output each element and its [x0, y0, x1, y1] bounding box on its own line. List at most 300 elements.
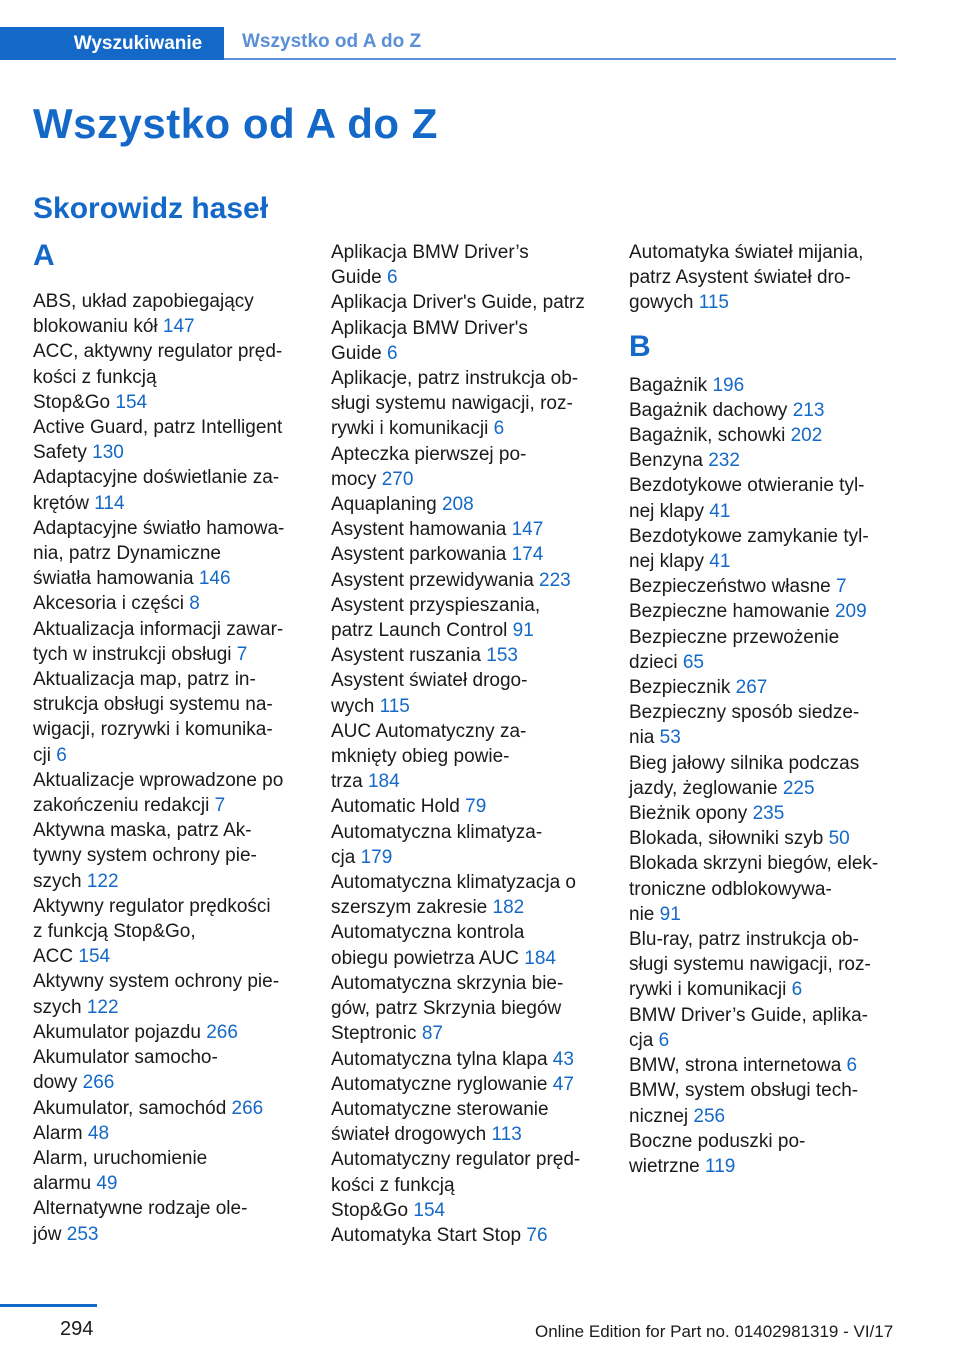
- index-entry-text: [331, 517, 603, 542]
- index-entry-text: nej klapy: [629, 500, 710, 522]
- page-reference-link[interactable]: 232: [708, 450, 740, 472]
- page-reference-link[interactable]: 91: [659, 903, 681, 925]
- page-reference-link[interactable]: 7: [836, 576, 847, 598]
- index-entry-text: Bezdotykowe zamykanie tyl‐: [629, 525, 869, 547]
- index-entry: [331, 593, 603, 643]
- index-entry: [331, 1223, 603, 1248]
- index-entry: [33, 1196, 305, 1246]
- index-entry: [331, 542, 603, 567]
- index-entry-text: dowy: [33, 1072, 83, 1094]
- index-entry-text: kości z funkcją: [331, 1174, 455, 1196]
- index-entry-text: [331, 1122, 603, 1147]
- page-reference-link[interactable]: 115: [698, 292, 729, 314]
- index-entry-text: [331, 618, 603, 643]
- index-entries: [629, 240, 901, 316]
- page-reference-link[interactable]: 122: [86, 996, 119, 1018]
- index-entry-text: dzieci: [629, 651, 683, 673]
- page-reference-link[interactable]: 6: [658, 1029, 670, 1051]
- index-entry: [629, 700, 901, 750]
- index-entry-text: Akcesoria i części: [33, 593, 190, 615]
- index-entry-text: [33, 1096, 305, 1121]
- page-reference-link[interactable]: 53: [659, 727, 681, 749]
- index-entry-text: [331, 895, 603, 920]
- index-entry-text: BMW Driver’s Guide, aplika‐: [629, 1004, 868, 1026]
- page-reference-link[interactable]: 256: [693, 1105, 726, 1127]
- index-entry: [33, 969, 305, 1019]
- index-entry: [629, 373, 901, 398]
- index-entry: [331, 1147, 603, 1223]
- index-entry-text: [33, 995, 305, 1020]
- index-entry-text: BMW, system obsługi tech‐: [629, 1080, 859, 1102]
- index-entry-text: [331, 643, 603, 668]
- index-entry-text: [629, 826, 901, 851]
- index-entry-text: [629, 599, 901, 624]
- index-entry: [629, 448, 901, 473]
- index-entry-text: [331, 1198, 603, 1223]
- page-reference-link[interactable]: 79: [465, 796, 487, 818]
- index-entry-text: [331, 416, 603, 441]
- index-entry-text: [33, 1222, 305, 1247]
- index-entry-text: Automatyczna kontrola: [331, 922, 525, 944]
- index-entry-text: rywki i komunikacji: [629, 979, 792, 1001]
- index-entry: [33, 1096, 305, 1121]
- page-reference-link[interactable]: 91: [512, 620, 534, 642]
- index-entry-text: Benzyna: [629, 450, 709, 472]
- index-entry-text: jów: [33, 1223, 67, 1245]
- page-reference-link[interactable]: 213: [792, 399, 825, 421]
- index-entry-text: Bezpieczne przewożenie: [629, 626, 840, 648]
- index-entry-text: Adaptacyjne światło hamowa‐: [33, 517, 285, 539]
- tab-wyszukiwanie[interactable]: Wyszukiwanie: [0, 27, 224, 60]
- index-entry-text: ABS, układ zapobiegający: [33, 291, 254, 312]
- index-entry-text: Aktualizacja map, patrz in‐: [33, 669, 256, 691]
- index-entry-text: [629, 902, 901, 927]
- index-entry-text: [629, 1154, 901, 1179]
- index-entry-text: [331, 492, 603, 517]
- index-entry: [629, 524, 901, 574]
- page-reference-link[interactable]: 119: [705, 1155, 736, 1177]
- index-entry-text: Bezdotykowe otwieranie tyl‐: [629, 475, 865, 497]
- index-entry-text: cja: [629, 1029, 659, 1051]
- index-entry-text: Aktywny system ochrony pie‐: [33, 971, 280, 993]
- index-entry: [629, 423, 901, 448]
- index-entry: [331, 794, 603, 819]
- index-entry-text: [629, 373, 901, 398]
- index-entry-text: z funkcją Stop&Go,: [33, 921, 196, 943]
- index-entry-text: Bezpieczne hamowanie: [629, 601, 835, 623]
- index-entry: [331, 492, 603, 517]
- index-entry-text: [629, 977, 901, 1002]
- page-reference-link[interactable]: 115: [379, 695, 410, 717]
- index-entry-text: [629, 423, 901, 448]
- index-column-2: [331, 240, 603, 1248]
- index-entry-text: [629, 574, 901, 599]
- page-reference-link[interactable]: 43: [552, 1048, 574, 1070]
- index-entry-text: strukcja obsługi systemu na‐: [33, 694, 273, 716]
- index-entry-text: wietrzne: [629, 1155, 706, 1177]
- index-entry-text: [33, 591, 305, 616]
- page-reference-link[interactable]: 184: [367, 771, 400, 793]
- page-reference-link[interactable]: 253: [66, 1223, 99, 1245]
- index-entry-text: Guide: [331, 342, 387, 364]
- index-entry: [331, 668, 603, 718]
- header-tabbar: [0, 27, 896, 60]
- index-entry: [33, 516, 305, 592]
- index-entry-text: [33, 314, 305, 339]
- index-entry: [331, 719, 603, 795]
- index-entry-text: [331, 845, 603, 870]
- page-reference-link[interactable]: 147: [162, 316, 195, 338]
- index-entry-text: szerszym zakresie: [331, 897, 493, 919]
- index-entry-text: mocy: [331, 468, 382, 490]
- page-reference-link[interactable]: 130: [92, 442, 124, 464]
- index-entry-text: Automatyczna tylna klapa: [331, 1048, 553, 1070]
- page-reference-link[interactable]: 65: [682, 651, 704, 673]
- index-entry-text: [33, 1070, 305, 1095]
- index-entry-text: [629, 801, 901, 826]
- index-entry: [331, 290, 603, 366]
- index-entry: [33, 667, 305, 768]
- page-title: Wszystko od A do Z: [33, 100, 438, 147]
- page-reference-link[interactable]: 147: [511, 519, 544, 541]
- page-reference-link[interactable]: 8: [189, 593, 200, 615]
- index-entry-text: [331, 769, 603, 794]
- index-entry: [33, 1045, 305, 1095]
- index-entry-text: [33, 793, 305, 818]
- index-entry: [331, 517, 603, 542]
- index-entry-text: [331, 568, 603, 593]
- index-entry-text: Apteczka pierwszej po‐: [331, 443, 527, 465]
- index-entry-text: BMW, strona internetowa: [629, 1055, 847, 1077]
- section-title: Skorowidz haseł: [33, 192, 269, 225]
- index-entry: [33, 465, 305, 515]
- index-entry: [33, 289, 305, 339]
- index-entry-text: szych: [33, 996, 87, 1018]
- index-entry-text: [33, 440, 305, 465]
- index-entry-text: krętów: [33, 492, 95, 514]
- index-entry-text: [629, 448, 901, 473]
- index-entry: [33, 339, 305, 415]
- index-entry-text: Safety: [33, 442, 93, 464]
- index-entries: [331, 240, 603, 1248]
- page-reference-link[interactable]: 6: [846, 1055, 858, 1077]
- index-entries: [629, 373, 901, 1180]
- index-entry-text: Automatyczne sterowanie: [331, 1098, 549, 1120]
- index-entry: [33, 1121, 305, 1146]
- index-entry-text: [629, 1053, 901, 1078]
- page-reference-link[interactable]: 6: [386, 342, 398, 364]
- index-entry: [629, 1003, 901, 1053]
- index-entry-text: Aktualizacje wprowadzone po: [33, 769, 284, 791]
- index-entry-text: patrz Launch Control: [331, 620, 513, 642]
- tab-wszystko-od-a-do-z[interactable]: Wszystko od A do Z: [242, 31, 422, 52]
- index-entry: [331, 366, 603, 442]
- index-entry-text: Asystent ruszania: [331, 645, 487, 667]
- index-entry-text: Blu-ray, patrz instrukcja ob‐: [629, 929, 859, 951]
- index-entry: [629, 240, 901, 316]
- index-entry-text: Aquaplaning: [331, 494, 442, 516]
- page-reference-link[interactable]: 209: [834, 601, 867, 623]
- index-entry-text: nie: [629, 903, 660, 925]
- index-entry-text: szych: [33, 870, 87, 892]
- index-entry-text: [331, 265, 603, 290]
- index-entry-text: [33, 642, 305, 667]
- index-entry-text: Stop&Go: [331, 1199, 414, 1221]
- page-reference-link[interactable]: 154: [115, 391, 148, 413]
- index-entry-text: Bagażnik dachowy: [629, 399, 793, 421]
- index-entry-text: nicznej: [629, 1105, 694, 1127]
- index-column-1: [33, 240, 305, 1247]
- index-entry-text: Asystent przyspieszania,: [331, 594, 541, 616]
- page-reference-link[interactable]: 6: [791, 979, 803, 1001]
- index-entry-text: Aplikacja BMW Driver's: [331, 317, 528, 339]
- index-entry: [331, 971, 603, 1047]
- page-reference-link[interactable]: 153: [486, 645, 518, 667]
- index-entry-text: Boczne poduszki po‐: [629, 1130, 806, 1152]
- index-entry-text: Aktualizacja informacji zawar‐: [33, 618, 284, 640]
- index-entry: [33, 1020, 305, 1045]
- page-reference-link[interactable]: 267: [735, 677, 768, 699]
- index-entry-text: [331, 946, 603, 971]
- page-reference-link[interactable]: 235: [752, 803, 785, 825]
- index-entry-text: Alternatywne rodzaje ole‐: [33, 1198, 248, 1220]
- index-entry-text: troniczne odblokowywa‐: [629, 878, 832, 900]
- page-reference-link[interactable]: 41: [709, 551, 731, 573]
- index-entry-text: sługi systemu nawigacji, roz‐: [629, 954, 871, 976]
- index-entry-text: Automatyczna klimatyzacja o: [331, 872, 576, 894]
- index-entry: [33, 1146, 305, 1196]
- index-entry-text: Bezpieczny sposób siedze‐: [629, 702, 860, 724]
- index-entry-text: światła hamowania: [33, 568, 199, 590]
- page-reference-link[interactable]: 266: [206, 1021, 238, 1043]
- index-entry: [331, 1047, 603, 1072]
- index-entry: [629, 398, 901, 423]
- index-entry-text: [629, 398, 901, 423]
- page-reference-link[interactable]: 184: [524, 947, 556, 969]
- index-entry-text: Automatyka świateł mijania,: [629, 242, 864, 263]
- index-entry: [629, 675, 901, 700]
- index-entry-text: Automatic Hold: [331, 796, 466, 818]
- index-entry-text: wych: [331, 695, 380, 717]
- index-entry-text: [33, 491, 305, 516]
- index-entry-text: Automatyczne ryglowanie: [331, 1073, 553, 1095]
- index-entry-text: Aplikacja BMW Driver’s: [331, 242, 529, 263]
- index-entry: [331, 1097, 603, 1147]
- index-entry-text: [331, 467, 603, 492]
- index-entry: [629, 1053, 901, 1078]
- page-reference-link[interactable]: 41: [709, 500, 731, 522]
- index-entry-text: Akumulator, samochód: [33, 1097, 232, 1119]
- index-entry-text: [629, 675, 901, 700]
- index-entry-text: alarmu: [33, 1173, 97, 1195]
- index-entry-text: gów, patrz Skrzynia biegów: [331, 998, 562, 1020]
- index-entry-text: tywny system ochrony pie‐: [33, 845, 257, 867]
- index-entry-text: wigacji, rozrywki i komunika‐: [33, 719, 273, 741]
- index-entry-text: Akumulator pojazdu: [33, 1021, 207, 1043]
- index-entry: [331, 1072, 603, 1097]
- index-entry-text: Bezpiecznik: [629, 677, 736, 699]
- index-entry-text: cja: [331, 846, 361, 868]
- index-entry-text: Asystent hamowania: [331, 519, 512, 541]
- index-entry-text: gowych: [629, 292, 699, 314]
- index-entry-text: Bagażnik: [629, 374, 713, 396]
- page-number: 294: [60, 1318, 94, 1340]
- page-reference-link[interactable]: 182: [492, 897, 525, 919]
- index-entry-text: [33, 1121, 305, 1146]
- index-entry-text: kości z funkcją: [33, 366, 157, 388]
- index-entry-text: [331, 1072, 603, 1097]
- index-entry-text: Alarm: [33, 1122, 88, 1144]
- page-reference-link[interactable]: 266: [82, 1072, 115, 1094]
- index-entry-text: Steptronic: [331, 1023, 422, 1045]
- index-entry: [331, 920, 603, 970]
- index-entry-text: Active Guard, patrz Intelligent: [33, 417, 283, 439]
- index-entry-text: Asystent parkowania: [331, 544, 512, 566]
- index-entry: [629, 826, 901, 851]
- index-entry-text: Alarm, uruchomienie: [33, 1147, 208, 1169]
- index-entry-text: [629, 549, 901, 574]
- index-entry-text: patrz Asystent świateł dro‐: [629, 267, 851, 289]
- index-entry-text: [33, 944, 305, 969]
- page-reference-link[interactable]: 6: [56, 744, 67, 766]
- page-reference-link[interactable]: 223: [539, 569, 571, 591]
- index-entry-text: [629, 1104, 901, 1129]
- index-entry-text: Aktywny regulator prędkości: [33, 895, 271, 917]
- index-entry: [629, 801, 901, 826]
- footer-rule: [0, 1304, 97, 1307]
- page-reference-link[interactable]: 266: [231, 1097, 264, 1119]
- index-entry-text: Aktywna maska, patrz Ak‐: [33, 820, 252, 842]
- index-entry-text: [33, 1171, 305, 1196]
- letter-heading-b: B: [629, 329, 651, 363]
- page-reference-link[interactable]: 6: [386, 267, 398, 289]
- index-entry-text: obiegu powietrza AUC: [331, 947, 525, 969]
- index-entry-text: Adaptacyjne doświetlanie za‐: [33, 467, 280, 489]
- index-entry-text: [331, 341, 603, 366]
- page-reference-link[interactable]: 50: [828, 828, 850, 850]
- page-reference-link[interactable]: 7: [214, 795, 226, 817]
- index-entry-text: [33, 869, 305, 894]
- index-entry: [331, 643, 603, 668]
- index-entry: [629, 574, 901, 599]
- index-entry-text: [331, 694, 603, 719]
- page-reference-link[interactable]: 87: [421, 1023, 443, 1045]
- index-entry: [629, 473, 901, 523]
- index-entry: [629, 1078, 901, 1128]
- page-reference-link[interactable]: 113: [491, 1124, 522, 1146]
- letter-heading-a: A: [33, 239, 55, 272]
- page-reference-link[interactable]: 146: [198, 568, 231, 590]
- index-entry-text: Akumulator samocho‐: [33, 1047, 218, 1069]
- page-reference-link[interactable]: 6: [493, 418, 505, 440]
- index-entry-text: Asystent przewidywania: [331, 569, 540, 591]
- index-entry-text: blokowaniu kół: [33, 316, 163, 338]
- index-entry: [629, 851, 901, 927]
- index-entry-text: [33, 566, 305, 591]
- index-entry-text: trza: [331, 771, 368, 793]
- index-entry-text: nej klapy: [629, 551, 710, 573]
- page-reference-link[interactable]: 47: [552, 1073, 574, 1095]
- page-reference-link[interactable]: 122: [86, 870, 119, 892]
- index-entry-text: [629, 725, 901, 750]
- index-entry-text: AUC Automatyczny za‐: [331, 720, 527, 742]
- index-entry: [629, 1129, 901, 1179]
- index-entry-text: Automatyczna klimatyza‐: [331, 821, 543, 843]
- index-entry-text: Guide: [331, 267, 387, 289]
- page-reference-link[interactable]: 7: [236, 643, 248, 665]
- index-entry-text: mknięty obieg powie‐: [331, 746, 510, 768]
- index-entry-text: rywki i komunikacji: [331, 418, 494, 440]
- index-entry: [629, 599, 901, 624]
- page-reference-link[interactable]: 208: [441, 494, 474, 516]
- index-entry-text: Aplikacja Driver's Guide, patrz: [331, 292, 585, 314]
- index-entry: [33, 818, 305, 894]
- index-entry: [331, 820, 603, 870]
- index-entry-text: nia, patrz Dynamiczne: [33, 543, 221, 565]
- index-entry-text: nia: [629, 727, 660, 749]
- index-entry-text: Aplikacje, patrz instrukcja ob‐: [331, 368, 579, 390]
- index-entry-text: [331, 1021, 603, 1046]
- index-entry-text: Blokada skrzyni biegów, elek‐: [629, 853, 879, 875]
- index-entry: [33, 617, 305, 667]
- page-reference-link[interactable]: 179: [360, 846, 393, 868]
- index-entry-text: Bieżnik opony: [629, 803, 753, 825]
- page-reference-link[interactable]: 225: [782, 777, 815, 799]
- index-entry: [629, 927, 901, 1003]
- page-reference-link[interactable]: 202: [790, 425, 823, 447]
- index-entry-text: zakończeniu redakcji: [33, 795, 215, 817]
- index-entry-text: Bieg jałowy silnika podczas: [629, 752, 860, 774]
- index-entry-text: [629, 776, 901, 801]
- page-reference-link[interactable]: 76: [526, 1224, 548, 1246]
- index-entry-text: [331, 794, 603, 819]
- index-entry-text: Bezpieczeństwo własne: [629, 576, 836, 598]
- page-reference-link[interactable]: 154: [413, 1199, 446, 1221]
- page-reference-link[interactable]: 114: [94, 492, 125, 514]
- index-entry-text: Automatyka Start Stop: [331, 1224, 527, 1246]
- index-entry-text: [629, 650, 901, 675]
- index-entry: [33, 894, 305, 970]
- index-entry: [33, 415, 305, 465]
- index-entry-text: [629, 499, 901, 524]
- page-reference-link[interactable]: 49: [96, 1173, 118, 1195]
- index-entry-text: [33, 743, 305, 768]
- index-entry: [33, 591, 305, 616]
- index-entry-text: Asystent świateł drogo‐: [331, 670, 528, 692]
- index-entry-text: [33, 390, 305, 415]
- index-entries: [33, 289, 305, 1247]
- index-entry: [331, 870, 603, 920]
- index-entry-text: sługi systemu nawigacji, roz‐: [331, 393, 573, 415]
- index-entry: [629, 625, 901, 675]
- index-entry-text: tych w instrukcji obsługi: [33, 643, 237, 665]
- index-entry-text: [629, 1028, 901, 1053]
- page-reference-link[interactable]: 154: [78, 946, 111, 968]
- index-entry-text: jazdy, żeglowanie: [629, 777, 783, 799]
- page-reference-link[interactable]: 270: [381, 468, 414, 490]
- page-reference-link[interactable]: 196: [712, 374, 745, 396]
- page-reference-link[interactable]: 174: [511, 544, 544, 566]
- index-entry-text: Automatyczny regulator pręd‐: [331, 1149, 581, 1171]
- index-entry: [331, 568, 603, 593]
- page-reference-link[interactable]: 48: [87, 1122, 110, 1144]
- index-entry-text: Automatyczna skrzynia bie‐: [331, 972, 564, 994]
- index-entry: [331, 240, 603, 290]
- index-entry-text: [331, 542, 603, 567]
- index-entry-text: świateł drogowych: [331, 1124, 492, 1146]
- index-entry-text: ACC, aktywny regulator pręd‐: [33, 341, 283, 363]
- index-entry-text: cji: [33, 744, 57, 766]
